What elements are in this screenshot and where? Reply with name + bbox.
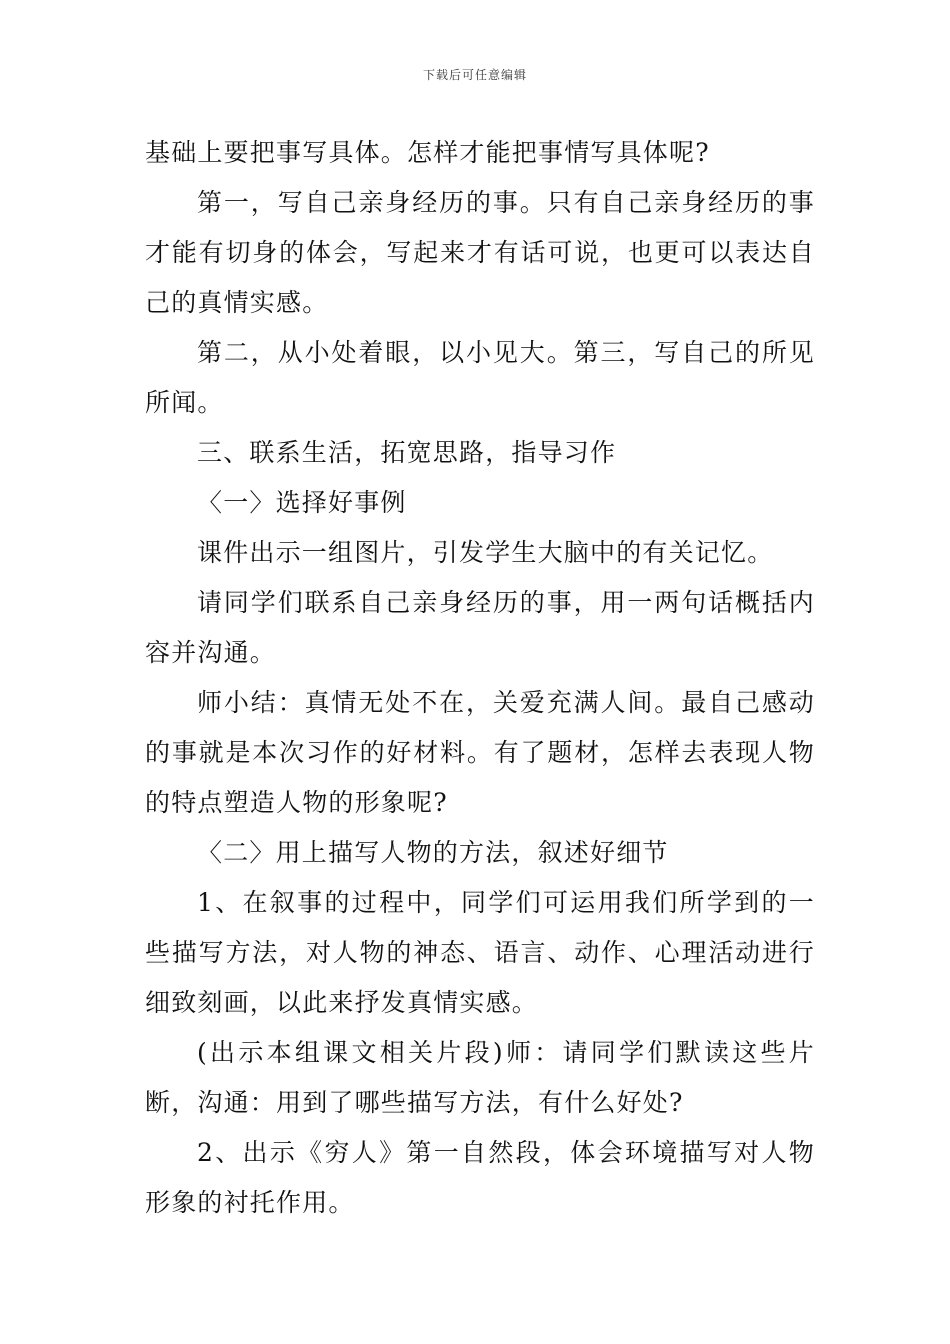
- document-body: [145, 128, 815, 1228]
- section-heading-three: 三、联系生活，拓宽思路，指导习作: [197, 438, 617, 467]
- header-note: 下载后可任意编辑: [422, 68, 527, 82]
- paragraph-point-two-three: 第二，从小处着眼，以小见大。第三，写自己的所见所闻。: [145, 338, 815, 417]
- paragraph-show-excerpts: (出示本组课文相关片段)师：请同学们默读这些片断，沟通：用到了哪些描写方法，有什么好处?: [145, 1038, 815, 1117]
- paragraph-continuation: 基础上要把事写具体。怎样才能把事情写具体呢?: [145, 138, 710, 167]
- paragraph-point-one: 第一，写自己亲身经历的事。只有自己亲身经历的事才能有切身的体会，写起来才有话可说，也更可以表达自己的真情实感。: [145, 188, 815, 317]
- paragraph-step-two: 2、出示《穷人》第一自然段，体会环境描写对人物形象的衬托作用。: [145, 1138, 815, 1217]
- subheading-two: 〈二〉用上描写人物的方法，叙述好细节: [197, 838, 669, 867]
- paragraph-step-one: 1、在叙事的过程中，同学们可运用我们所学到的一些描写方法，对人物的神态、语言、动作、心理活动进行细致刻画，以此来抒发真情实感。: [145, 888, 815, 1017]
- paragraph-teacher-summary: 师小结：真情无处不在，关爱充满人间。最自己感动的事就是本次习作的好材料。有了题材，怎样去表现人物的特点塑造人物的形象呢?: [145, 688, 815, 817]
- paragraph-courseware: 课件出示一组图片，引发学生大脑中的有关记忆。: [197, 538, 774, 567]
- paragraph-student-task: 请同学们联系自己亲身经历的事，用一两句话概括内容并沟通。: [145, 588, 815, 667]
- subheading-one: 〈一〉选择好事例: [197, 488, 407, 517]
